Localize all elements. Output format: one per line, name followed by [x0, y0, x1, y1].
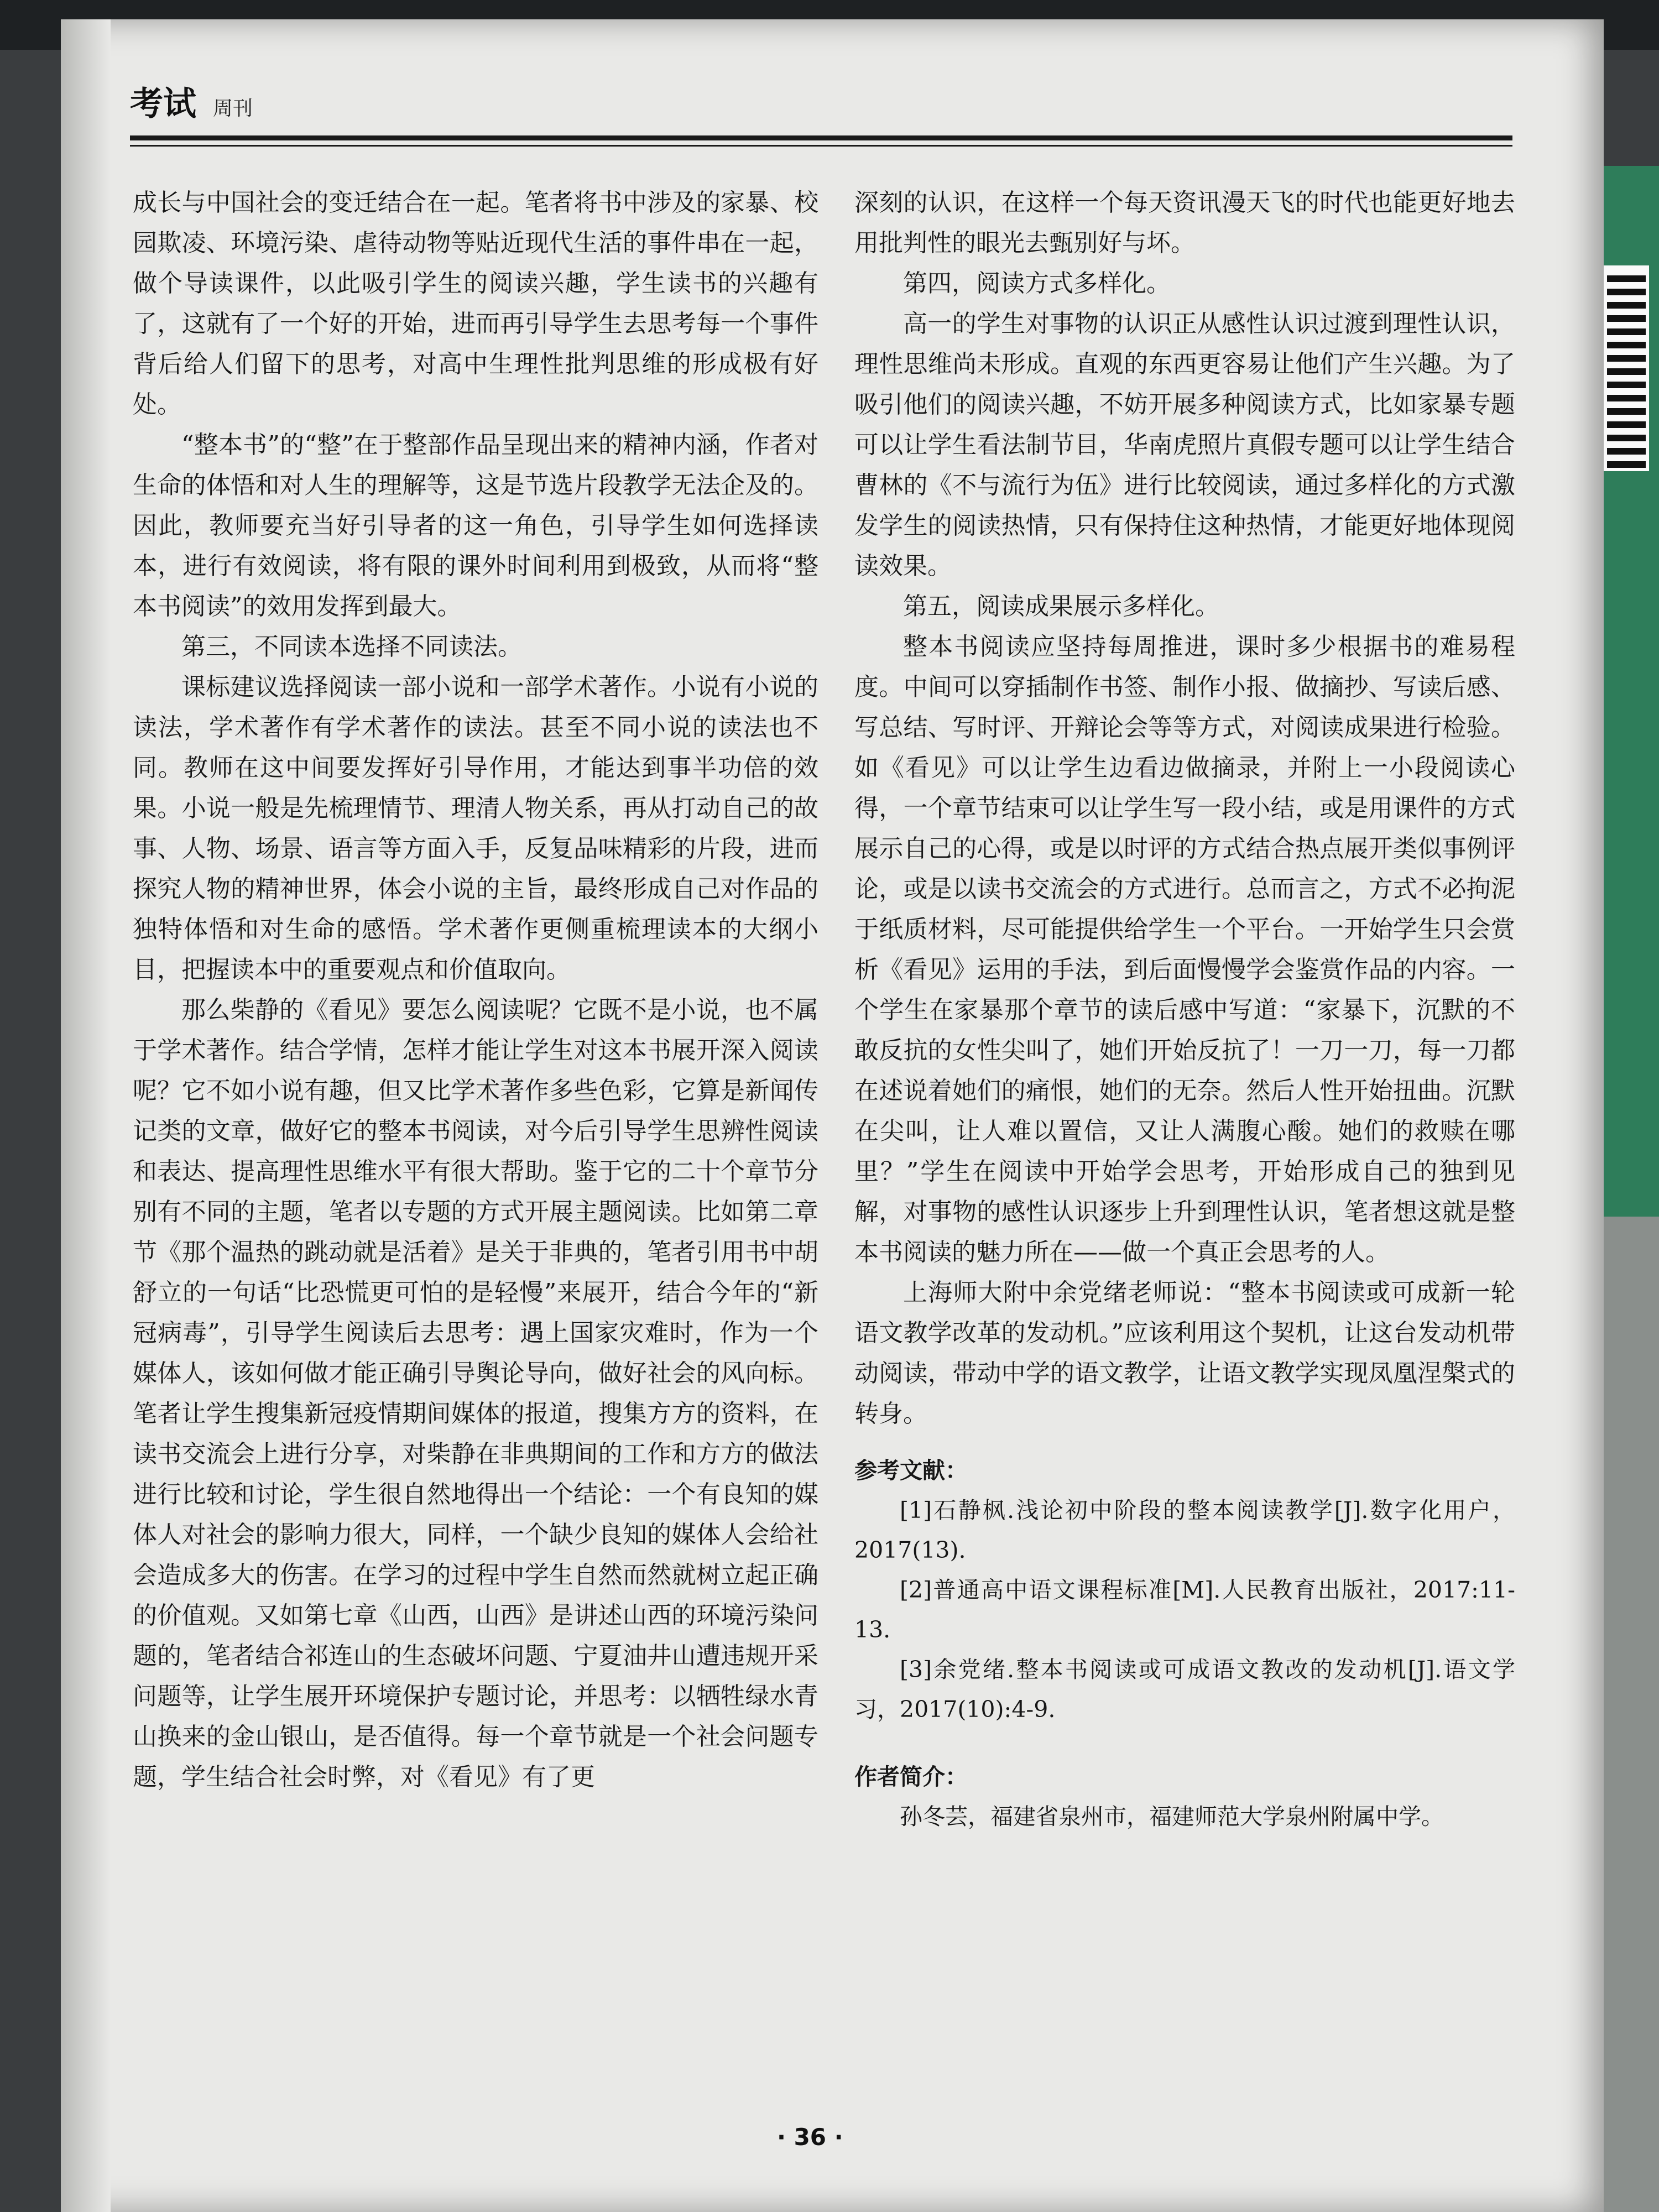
reference-item: [3]余党绪.整本书阅读或可成语文教改的发动机[J].语文学习，2017(10):4-9.: [854, 1656, 1515, 1723]
right-column: [854, 182, 1515, 1837]
page-spine-shadow: [61, 19, 111, 2212]
left-column: [133, 182, 818, 1797]
author-text: 孙冬芸，福建省泉州市，福建师范大学泉州附属中学。: [900, 1803, 1444, 1830]
page-number: · 36 ·: [777, 2124, 843, 2151]
reference-item: [2]普通高中语文课程标准[M].人民教育出版社，2017:11-13.: [854, 1577, 1515, 1643]
paragraph: “整本书”的“整”在于整部作品呈现出来的精神内涵，作者对生命的体悟和对人生的理解等，这是节选片段教学无法企及的。因此，教师要充当好引导者的这一角色，引导学生如何选择读本，进行有效阅读，将有限的课外时间利用到极致，从而将“整本书阅读”的效用发挥到最大。: [133, 431, 818, 620]
reference-item: [1]石静枫.浅论初中阶段的整本阅读教学[J].数字化用户，2017(13).: [854, 1497, 1515, 1563]
author-bio: [854, 1757, 1515, 1837]
paragraph: 高一的学生对事物的认识正从感性认识过渡到理性认识，理性思维尚未形成。直观的东西更容易让他们产生兴趣。为了吸引他们的阅读兴趣，不妨开展多种阅读方式，比如家暴专题可以让学生看法制节目，华南虎照片真假专题可以让学生结合曹林的《不与流行为伍》进行比较阅读，通过多样化的方式激发学生的阅读热情，只有保持住这种热情，才能更好地体现阅读效果。: [854, 310, 1515, 580]
references-heading: 参考文献：: [854, 1457, 968, 1484]
paragraph: 那么柴静的《看见》要怎么阅读呢？它既不是小说，也不属于学术著作。结合学情，怎样才能让学生对这本书展开深入阅读呢？它不如小说有趣，但又比学术著作多些色彩，它算是新闻传记类的文章，做好它的整本书阅读，对今后引导学生思辨性阅读和表达、提高理性思维水平有很大帮助。鉴于它的二十个章节分别有不同的主题，笔者以专题的方式开展主题阅读。比如第二章节《那个温热的跳动就是活着》是关于非典的，笔者引用书中胡舒立的一句话“比恐慌更可怕的是轻慢”来展开，结合今年的“新冠病毒”，引导学生阅读后去思考：遇上国家灾难时，作为一个媒体人，该如何做才能正确引导舆论导向，做好社会的风向标。笔者让学生搜集新冠疫情期间媒体的报道，搜集方方的资料，在读书交流会上进行分享，对柴静在非典期间的工作和方方的做法进行比较和讨论，学生很自然地得出一个结论：一个有良知的媒体人对社会的影响力很大，同样，一个缺少良知的媒体人会给社会造成多大的伤害。在学习的过程中学生自然而然就树立起正确的价值观。又如第七章《山西，山西》是讲述山西的环境污染问题的，笔者结合祁连山的生态破坏问题、宁夏油井山遭违规开采问题等，让学生展开环境保护专题讨论，并思考：以牺牲绿水青山换来的金山银山，是否值得。每一个章节就是一个社会问题专题，学生结合社会时弊，对《看见》有了更: [133, 996, 818, 1791]
paragraph: 深刻的认识，在这样一个每天资讯漫天飞的时代也能更好地去用批判性的眼光去甄别好与坏。: [854, 189, 1515, 257]
paragraph: 课标建议选择阅读一部小说和一部学术著作。小说有小说的读法，学术著作有学术著作的读法。甚至不同小说的读法也不同。教师在这中间要发挥好引导作用，才能达到事半功倍的效果。小说一般是先梳理情节、理清人物关系，再从打动自己的故事、人物、场景、语言等方面入手，反复品味精彩的片段，进而探究人物的精神世界，体会小说的主旨，最终形成自己对作品的独特体悟和对生命的感悟。学术著作更侧重梳理读本的大纲小目，把握读本中的重要观点和价值取向。: [133, 673, 818, 984]
page-header: [130, 77, 1512, 122]
header-rule-thin: [130, 145, 1512, 147]
author-heading: 作者简介：: [854, 1764, 968, 1790]
magazine-subtitle: 周刊: [213, 97, 253, 120]
paragraph: 整本书阅读应坚持每周推进，课时多少根据书的难易程度。中间可以穿插制作书签、制作小报、做摘抄、写读后感、写总结、写时评、开辩论会等等方式，对阅读成果进行检验。如《看见》可以让学生边看边做摘录，并附上一小段阅读心得，一个章节结束可以让学生写一段小结，或是用课件的方式展示自己的心得，或是以时评的方式结合热点展开类似事例评论，或是以读书交流会的方式进行。总而言之，方式不必拘泥于纸质材料，尽可能提供给学生一个平台。一开始学生只会赏析《看见》运用的手法，到后面慢慢学会鉴赏作品的内容。一个学生在家暴那个章节的读后感中写道：“家暴下，沉默的不敢反抗的女性尖叫了，她们开始反抗了！一刀一刀，每一刀都在述说着她们的痛恨，她们的无奈。然后人性开始扭曲。沉默在尖叫，让人难以置信，又让人满腹心酸。她们的救赎在哪里？”学生在阅读中开始学会思考，开始形成自己的独到见解，对事物的感性认识逐步上升到理性认识，笔者想这就是整本书阅读的魅力所在——做一个真正会思考的人。: [854, 633, 1515, 1266]
magazine-title: 考试: [130, 85, 196, 123]
qr-code-icon: [1604, 265, 1649, 471]
paragraph: 成长与中国社会的变迁结合在一起。笔者将书中涉及的家暴、校园欺凌、环境污染、虐待动物等贴近现代生活的事件串在一起，做个导读课件，以此吸引学生的阅读兴趣，学生读书的兴趣有了，这就有了一个好的开始，进而再引导学生去思考每一个事件背后给人们留下的思考，对高中生理性批判思维的形成极有好处。: [133, 189, 818, 419]
section-heading: 第五，阅读成果展示多样化。: [903, 592, 1219, 620]
references: [854, 1451, 1515, 1729]
section-heading: 第三，不同读本选择不同读法。: [181, 633, 522, 661]
paragraph: 上海师大附中余党绪老师说：“整本书阅读或可成新一轮语文教学改革的发动机。”应该利用这个契机，让这台发动机带动阅读，带动中学的语文教学，让语文教学实现凤凰涅槃式的转身。: [854, 1279, 1515, 1428]
section-heading: 第四，阅读方式多样化。: [903, 269, 1171, 298]
header-rule-thick: [130, 135, 1512, 140]
